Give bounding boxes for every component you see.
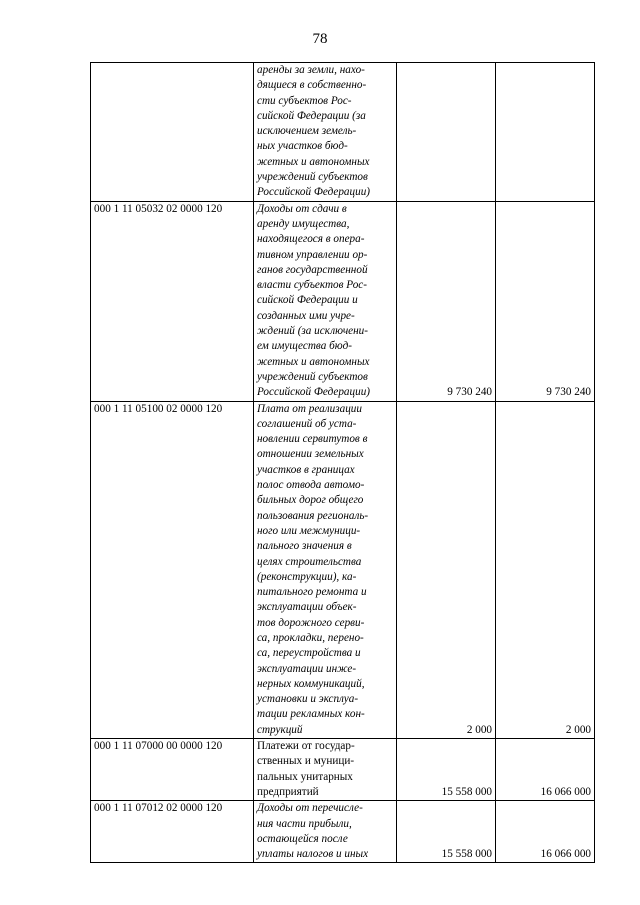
table-row — [91, 63, 595, 202]
revenue-name-line: Российской Федерации) — [257, 186, 371, 199]
revenue-name-line: Доходы от перечисле- — [257, 802, 363, 815]
revenue-name-line: отношении земельных — [257, 448, 364, 461]
revenue-name-cell — [254, 201, 397, 401]
revenue-name-line: (реконструкции), ка- — [257, 570, 357, 583]
revenue-name-line: сийской Федерации и — [257, 294, 358, 307]
amount-year-2-cell: 9 730 240 — [496, 201, 595, 401]
budget-code-cell: 000 1 11 07000 00 0000 120 — [91, 739, 254, 801]
amount-year-2-cell: 16 066 000 — [496, 739, 595, 801]
budget-code-cell: 000 1 11 05032 02 0000 120 — [91, 201, 254, 401]
revenue-name-line: бильных дорог общего — [257, 494, 364, 507]
revenue-name-line: Российской Федерации) — [257, 386, 371, 399]
revenue-name-line: учреждений субъектов — [257, 171, 368, 184]
revenue-name-line: ных участков бюд- — [257, 140, 348, 153]
revenue-name-line: предприятий — [257, 785, 319, 798]
amount-year-2-cell: 2 000 — [496, 401, 595, 739]
table-row — [91, 739, 595, 801]
revenue-name-line: струкций — [257, 723, 303, 736]
revenue-name-line: находящегося в опера- — [257, 233, 365, 246]
revenue-name-line: са, переустройства и — [257, 647, 361, 660]
revenue-name-line: тивном управлении ор- — [257, 248, 368, 261]
revenue-name-line: сийской Федерации (за — [257, 109, 366, 122]
revenue-name-line: Плата от реализации — [257, 402, 362, 415]
budget-code-cell: 000 1 11 07012 02 0000 120 — [91, 801, 254, 863]
revenue-name-line: питального ремонта и — [257, 586, 367, 599]
table-row — [91, 801, 595, 863]
revenue-name-line: новлении сервитутов в — [257, 433, 368, 446]
revenue-name-line: власти субъектов Рос- — [257, 279, 368, 292]
revenue-name-line: ждений (за исключени- — [257, 325, 368, 338]
revenue-name-line: ного или межмуници- — [257, 524, 361, 537]
revenue-name-line: аренды за земли, нахо- — [257, 64, 365, 76]
amount-year-1-cell — [397, 63, 496, 202]
revenue-name-cell — [254, 739, 397, 801]
revenue-name-line: аренду имущества, — [257, 217, 350, 230]
revenue-name-line: целях строительства — [257, 555, 362, 568]
revenue-name-line: остающейся после — [257, 832, 348, 845]
revenue-name-line: соглашений об уста- — [257, 417, 357, 430]
revenue-name-line: учреждений субъектов — [257, 370, 368, 383]
budget-code-cell — [91, 63, 254, 202]
amount-year-2-cell — [496, 63, 595, 202]
revenue-name-line: полос отвода автомо- — [257, 479, 365, 492]
revenue-name-line: Платежи от государ- — [257, 740, 355, 753]
amount-year-2-cell: 16 066 000 — [496, 801, 595, 863]
revenue-name-line: установки и эксплуа- — [257, 693, 359, 706]
table-body — [91, 63, 595, 863]
revenue-name-line: дящиеся в собственно- — [257, 79, 367, 92]
revenue-name-line: эксплуатации инже- — [257, 662, 357, 675]
revenue-name-line: исключением земель- — [257, 125, 357, 138]
revenue-name-line: пользования региональ- — [257, 509, 369, 522]
revenue-name-line: пальных унитарных — [257, 770, 353, 783]
revenue-name-line: ем имущества бюд- — [257, 340, 352, 353]
revenue-name-line: нерных коммуникаций, — [257, 677, 365, 690]
revenue-name-line: тов дорожного серви- — [257, 616, 365, 629]
table-row — [91, 401, 595, 739]
revenue-name-cell — [254, 801, 397, 863]
revenue-name-line: са, прокладки, перено- — [257, 631, 364, 644]
revenue-name-line: пального значения в — [257, 540, 352, 553]
revenue-name-line: сти субъектов Рос- — [257, 94, 352, 107]
revenue-name-line: Доходы от сдачи в — [257, 202, 347, 215]
revenue-name-cell — [254, 401, 397, 739]
revenue-name-line: жетных и автономных — [257, 155, 370, 168]
revenue-name-line: эксплуатации объек- — [257, 601, 357, 614]
amount-year-1-cell: 15 558 000 — [397, 739, 496, 801]
revenue-name-cell — [254, 63, 397, 202]
amount-year-1-cell: 15 558 000 — [397, 801, 496, 863]
revenue-name-line: уплаты налогов и иных — [257, 848, 369, 861]
budget-code-cell: 000 1 11 05100 02 0000 120 — [91, 401, 254, 739]
revenue-name-line: ственных и муници- — [257, 755, 355, 768]
page-number: 78 — [312, 31, 328, 47]
revenue-name-line: участков в границах — [257, 463, 355, 476]
amount-year-1-cell: 9 730 240 — [397, 201, 496, 401]
table-row — [91, 201, 595, 401]
amount-year-1-cell: 2 000 — [397, 401, 496, 739]
revenue-name-line: тации рекламных кон- — [257, 708, 365, 721]
revenue-name-line: ганов государственной — [257, 263, 368, 276]
revenue-name-line: созданных ими учре- — [257, 309, 355, 322]
revenue-name-line: жетных и автономных — [257, 355, 370, 368]
budget-revenue-table — [90, 62, 595, 863]
revenue-name-line: ния части прибыли, — [257, 817, 352, 830]
